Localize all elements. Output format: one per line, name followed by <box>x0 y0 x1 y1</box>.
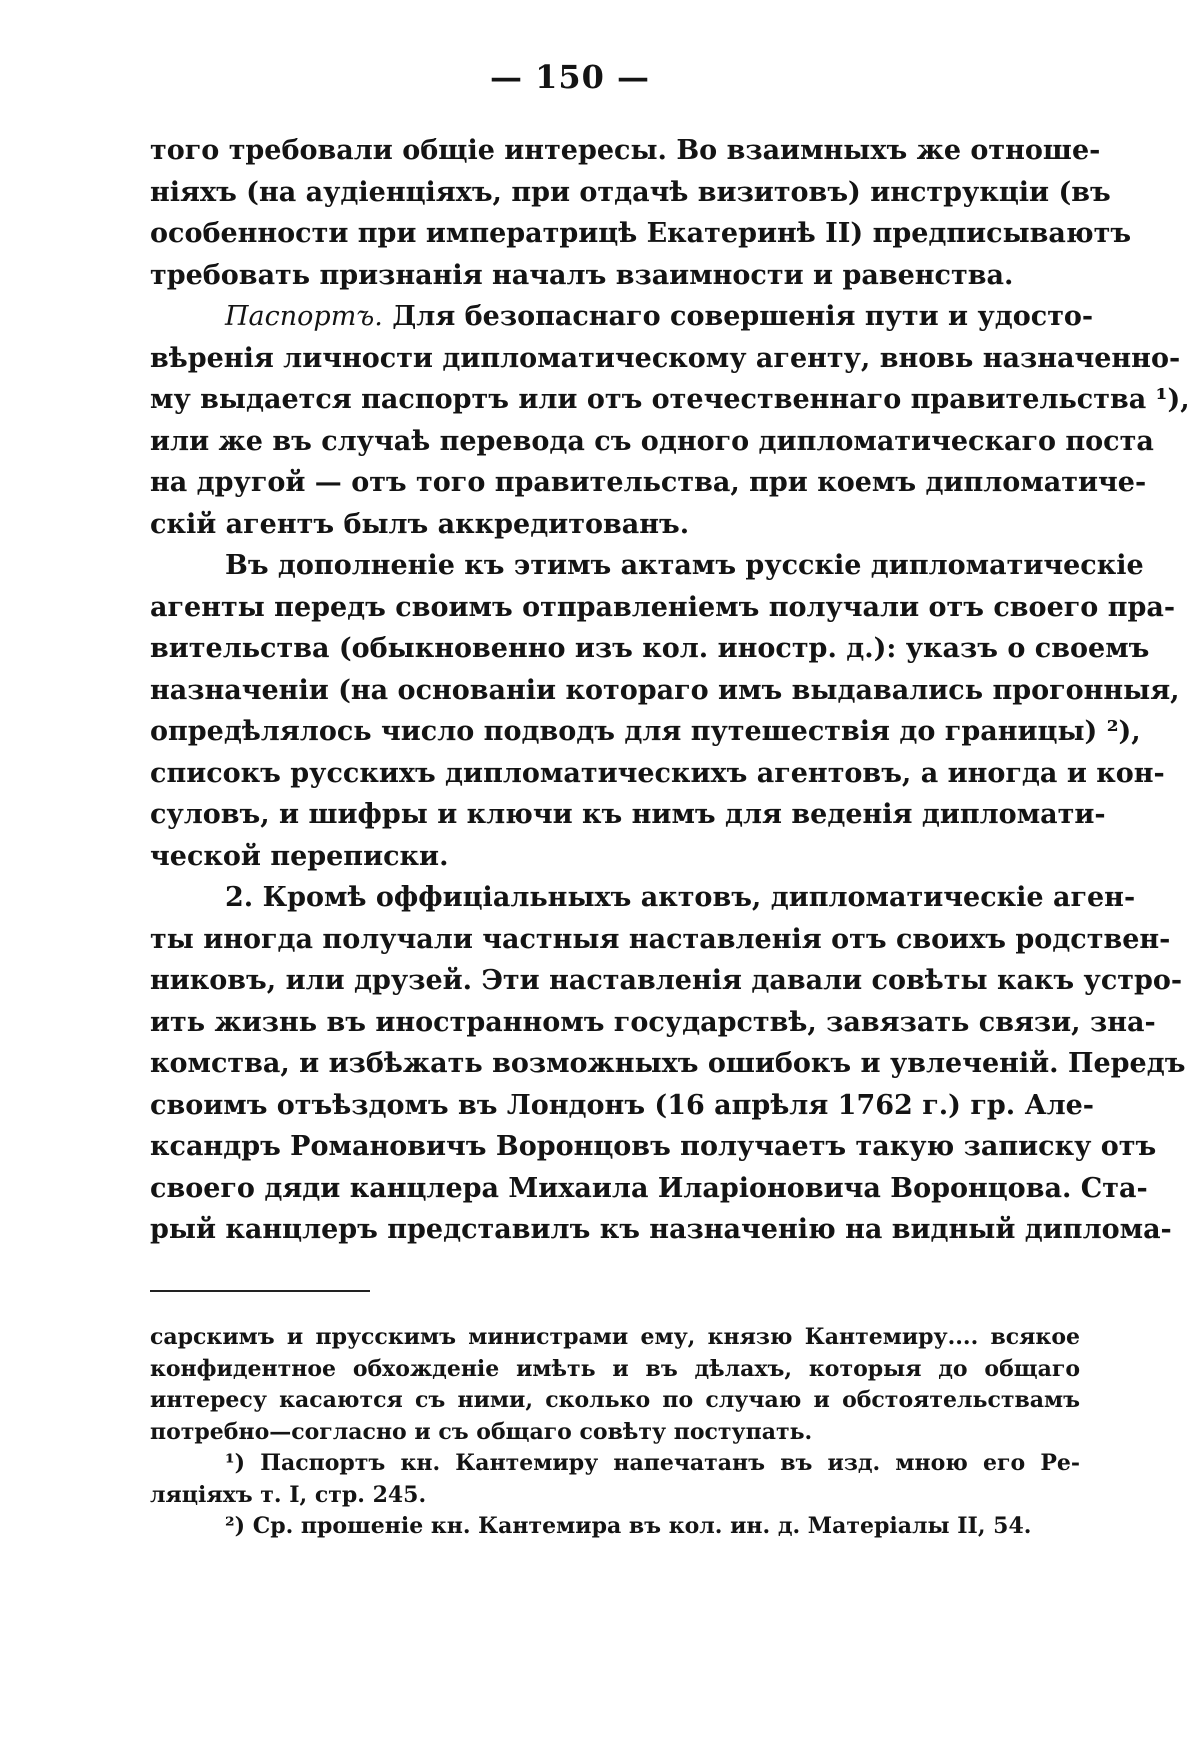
section-number: 2. <box>225 882 254 913</box>
text-line: никовъ, или друзей. Эти наставленія давали совѣты какъ устро- <box>150 965 1183 996</box>
text-line: комства, и избѣжать возможныхъ ошибокъ и увлеченій. Передъ <box>150 1048 1186 1079</box>
text-line: на другой — отъ того правительства, при коемъ дипломатиче- <box>150 467 1147 498</box>
text-line: ческой переписки. <box>150 840 449 872</box>
text-line: ить жизнь въ иностранномъ государствѣ, завязать связи, зна- <box>150 1006 1156 1038</box>
footnote-separator <box>150 1290 370 1292</box>
footnote-ref-2: ²), <box>1106 716 1141 747</box>
main-text <box>150 130 1190 1251</box>
text-line: агенты передъ своимъ отправленіемъ получали отъ своего пра- <box>150 591 1176 623</box>
text-line: Въ дополненіе къ этимъ актамъ русскіе дипломатическіе <box>225 550 1144 581</box>
text-line: назначеніи (на основаніи котораго имъ выдавались прогонныя, <box>150 674 1180 706</box>
footnote-line: сарскимъ и прусскимъ министрами ему, князю Кантемиру.... всякое <box>150 1324 1080 1350</box>
footnote-line: интересу касаются съ ними, сколько по случаю и обстоятельствамъ <box>150 1387 1080 1413</box>
text-line: вѣренія личности дипломатическому агенту, вновь назначенно- <box>150 342 1181 374</box>
text-line: своего дяди канцлера Михаила Иларіоновича Воронцова. Ста- <box>150 1172 1148 1204</box>
footnotes <box>150 1322 1080 1543</box>
text-line: вительства (обыкновенно изъ кол. иностр. д.): указъ о своемъ <box>150 633 1150 664</box>
text-line: или же въ случаѣ перевода съ одного дипломатическаго поста <box>150 425 1154 457</box>
text-line: суловъ, и шифры и ключи къ нимъ для веденія дипломати- <box>150 799 1106 830</box>
text-line: опредѣлялось число подводъ для путешествія до границы) ²), <box>150 716 1141 747</box>
text-line: скій агентъ былъ аккредитованъ. <box>150 508 690 540</box>
text-line: ты иногда получали частныя наставленія отъ своихъ родствен- <box>150 923 1171 955</box>
text-line: своимъ отъѣздомъ въ Лондонъ (16 апрѣля 1762 г.) гр. Але- <box>150 1089 1094 1121</box>
text-line: списокъ русскихъ дипломатическихъ агентовъ, а иногда и кон- <box>150 757 1165 789</box>
text-line: того требовали общіе интересы. Во взаимныхъ же отноше- <box>150 135 1101 166</box>
footnote-2-mark: ²) <box>225 1513 246 1539</box>
text-line: Паспортъ. Для безопаснаго совершенія пути и удосто- <box>225 301 1094 332</box>
footnote-line: ляціяхъ т. I, стр. 245. <box>150 1481 427 1508</box>
footnote-ref-1: ¹), <box>1155 384 1190 415</box>
text-line: особенности при императрицѣ Екатеринѣ II) предписываютъ <box>150 218 1132 249</box>
page-number: — 150 — <box>489 58 651 96</box>
section-lead-passport: Паспортъ. <box>225 301 383 332</box>
text-line: требовать признанія началъ взаимности и равенства. <box>150 259 1014 291</box>
text-line: ніяхъ (на аудіенціяхъ, при отдачѣ визитовъ) инструкціи (въ <box>150 176 1111 208</box>
footnote-1-mark: ¹) <box>225 1450 246 1476</box>
footnote-line: конфидентное обхожденіе имѣть и въ дѣлахъ, которыя до общаго <box>150 1355 1080 1382</box>
text-line: рый канцлеръ представилъ къ назначенію на видный диплома- <box>150 1214 1172 1245</box>
footnote-1: ¹) Паспортъ кн. Кантемиру напечатанъ въ изд. мною его Ре- <box>225 1450 1080 1476</box>
text-line: 2. Кромѣ оффиціальныхъ актовъ, дипломатическіе аген- <box>225 882 1136 913</box>
text-line: ксандръ Романовичъ Воронцовъ получаетъ такую записку отъ <box>150 1131 1157 1162</box>
footnote-2: ²) Ср. прошеніе кн. Кантемира въ кол. ин. д. Матеріалы II, 54. <box>225 1513 1032 1539</box>
text-line: му выдается паспортъ или отъ отечественнаго правительства ¹), <box>150 384 1190 415</box>
footnote-line: потребно—согласно и съ общаго совѣту поступать. <box>150 1418 813 1445</box>
